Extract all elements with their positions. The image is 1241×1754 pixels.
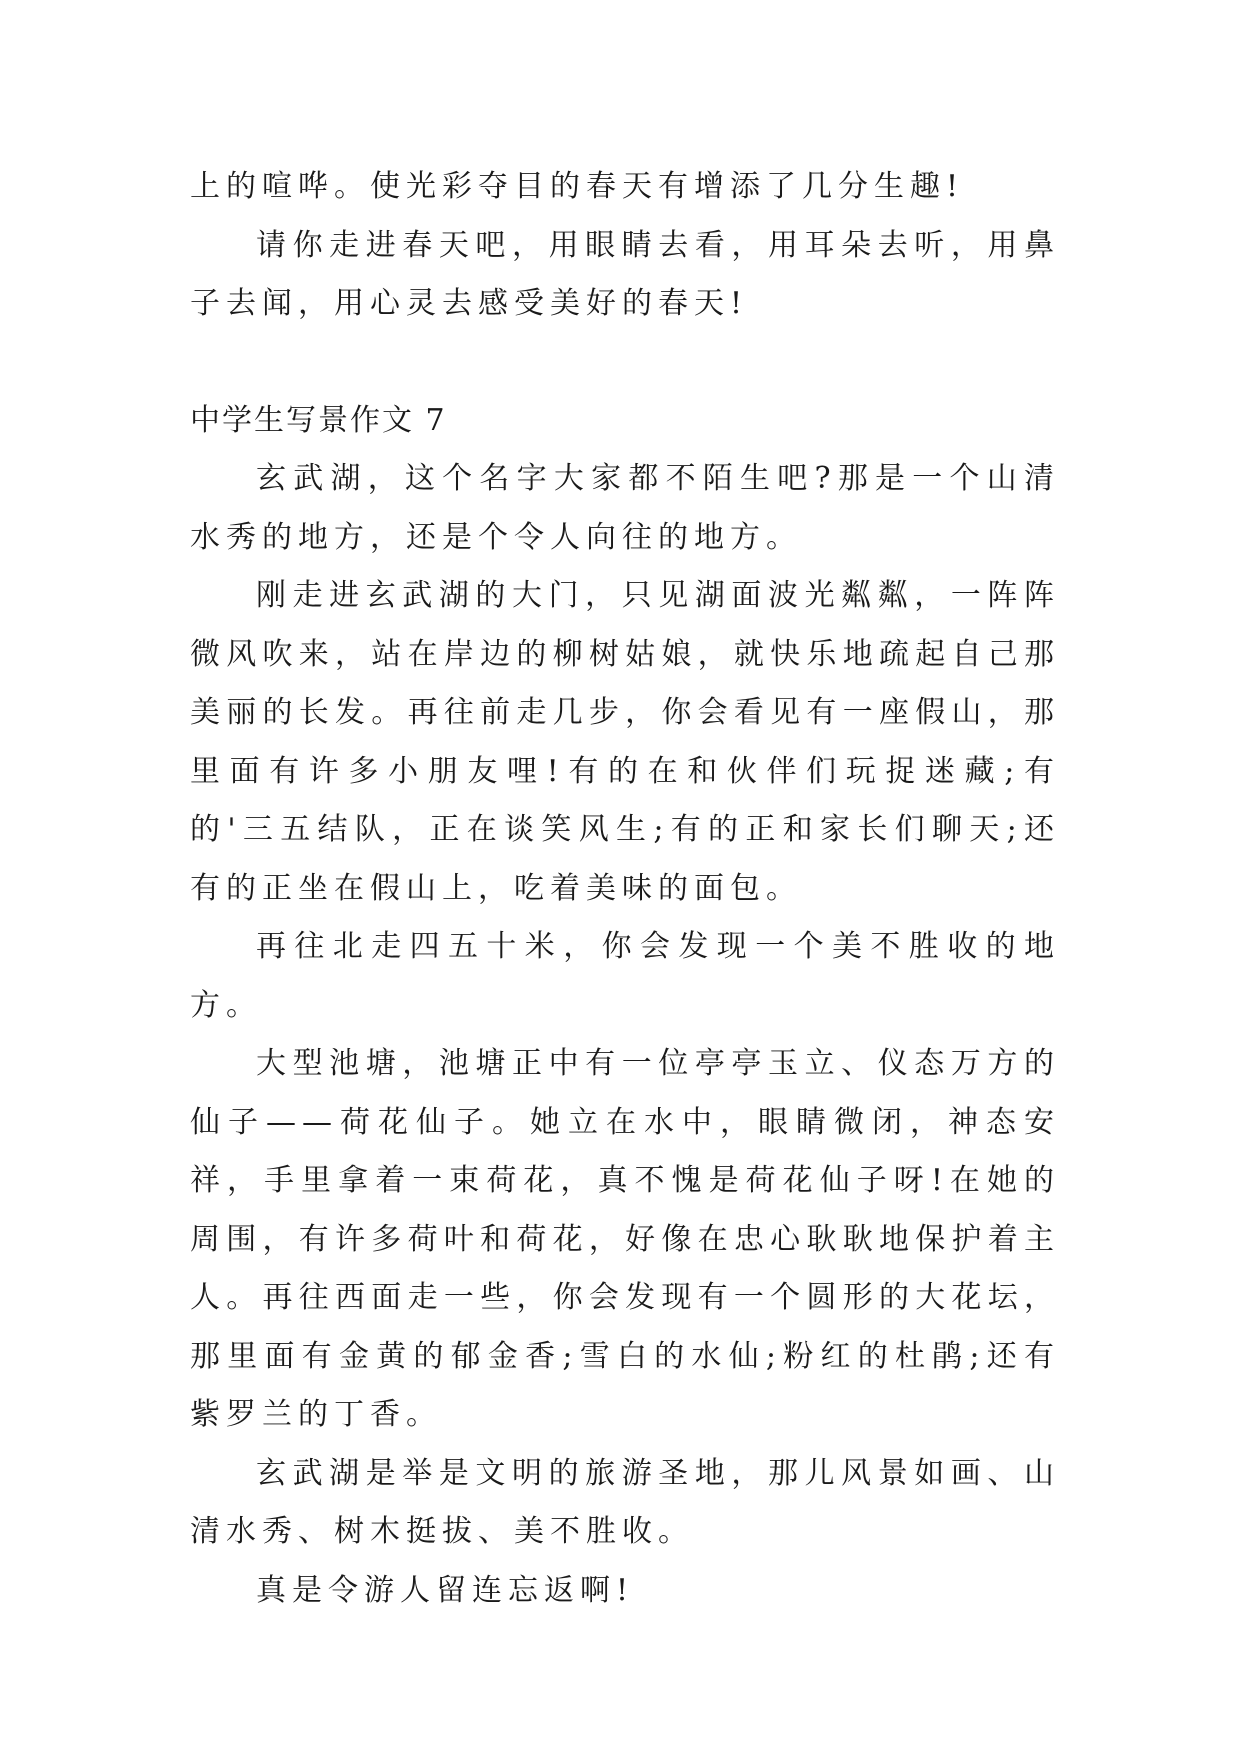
- document-body: [190, 158, 1060, 1620]
- paragraph-continuation: 上的喧哗。使光彩夺目的春天有增添了几分生趣!: [190, 169, 965, 204]
- paragraph-ending: 真是令游人留连忘返啊!: [256, 1572, 635, 1608]
- section-heading: 中学生写景作文 7: [190, 402, 447, 438]
- section-gap: [190, 334, 1060, 392]
- paragraph-summary: 玄武湖是举是文明的旅游圣地，那儿风景如画、山清水秀、树木挺拔、美不胜收。: [190, 1455, 1060, 1549]
- paragraph-north: 再往北走四五十米，你会发现一个美不胜收的地方。: [190, 929, 1060, 1023]
- paragraph-closing-spring: 请你走进春天吧，用眼睛去看，用耳朵去听，用鼻子去闻，用心灵去感受美好的春天!: [190, 227, 1060, 321]
- paragraph-entrance: 刚走进玄武湖的大门，只见湖面波光粼粼，一阵阵微风吹来，站在岸边的柳树姑娘，就快乐地疏起自己那美丽的长发。再往前走几步，你会看见有一座假山，那里面有许多小朋友哩!有的在和伙伴们玩捉迷藏;有的'三五结队，正在谈笑风生;有的正和家长们聊天;还有的正坐在假山上，吃着美味的面包。: [190, 578, 1060, 906]
- paragraph-pond: 大型池塘，池塘正中有一位亭亭玉立、仪态万方的仙子——荷花仙子。她立在水中，眼睛微闭，神态安祥，手里拿着一束荷花，真不愧是荷花仙子呀!在她的周围，有许多荷叶和荷花，好像在忠心耿耿地保护着主人。再往西面走一些，你会发现有一个圆形的大花坛，那里面有金黄的郁金香;雪白的水仙;粉红的杜鹃;还有紫罗兰的丁香。: [190, 1046, 1060, 1432]
- paragraph-intro: 玄武湖，这个名字大家都不陌生吧?那是一个山清水秀的地方，还是个令人向往的地方。: [190, 461, 1060, 555]
